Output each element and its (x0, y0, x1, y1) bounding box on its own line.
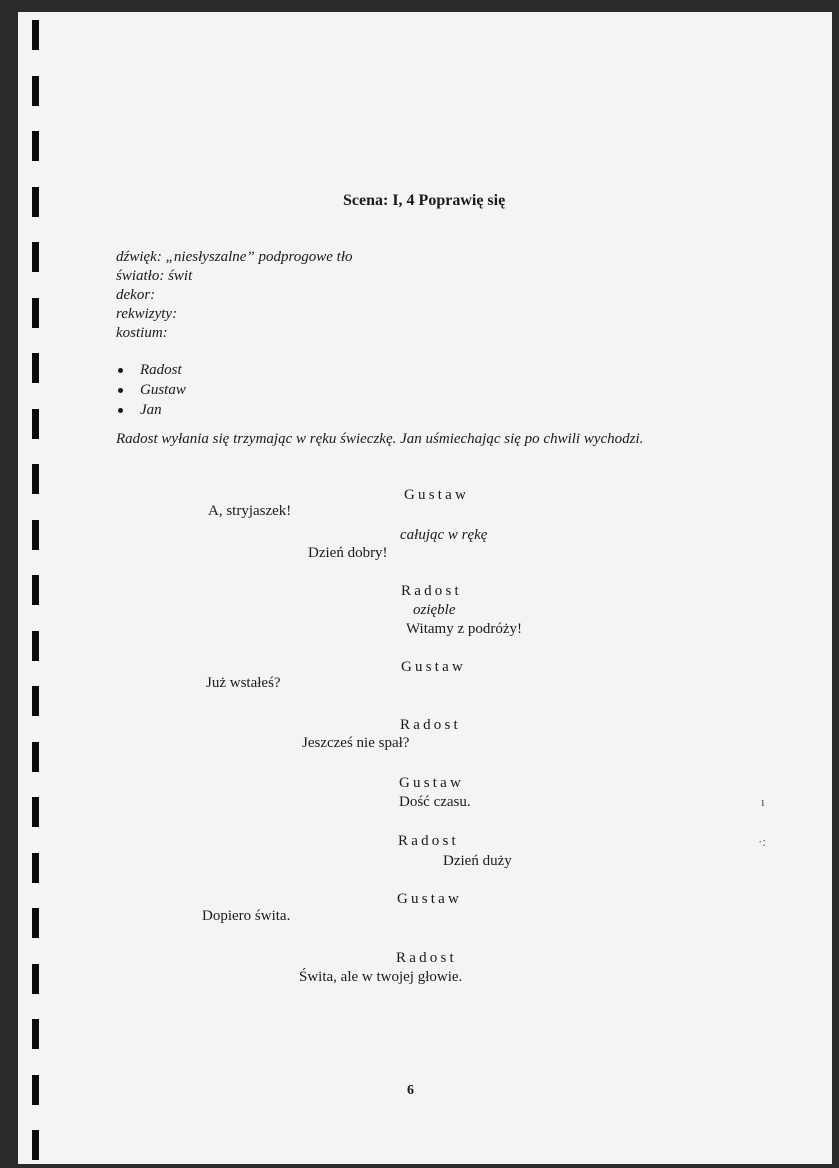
binding-hole (32, 242, 39, 272)
page-number: 6 (407, 1083, 414, 1098)
character-list-item: Jan (140, 402, 162, 418)
meta-decor: dekor: (116, 287, 156, 303)
binding-hole (32, 742, 39, 772)
meta-light: światło: świt (116, 268, 193, 284)
scene-title: Scena: I, 4 Poprawię się (343, 192, 506, 209)
dialogue-line: Dzień duży (443, 853, 512, 869)
binding-holes (18, 12, 78, 1164)
binding-hole (32, 409, 39, 439)
bullet-icon (118, 388, 123, 393)
dialogue-line: Dopiero świta. (202, 908, 291, 924)
stage-direction: Radost wyłania się trzymając w ręku świeczkę. Jan uśmiechając się po chwili wychodzi. (116, 431, 644, 447)
meta-sound: dźwięk: „niesłyszalne” podprogowe tło (116, 249, 353, 265)
smudge-mark: ·: (758, 834, 766, 849)
bullet-icon (118, 368, 123, 373)
meta-props: rekwizyty: (116, 306, 178, 322)
stage-direction-inline: ozięble (413, 602, 456, 618)
binding-hole (32, 575, 39, 605)
binding-hole (32, 1019, 39, 1049)
binding-hole (32, 464, 39, 494)
binding-hole (32, 1130, 39, 1160)
speaker-name: Gustaw (397, 891, 463, 907)
dialogue-line: Świta, ale w twojej głowie. (299, 969, 463, 985)
binding-hole (32, 353, 39, 383)
smudge-mark: ı (761, 794, 765, 809)
binding-hole (32, 520, 39, 550)
character-list-item: Gustaw (140, 382, 186, 398)
binding-hole (32, 908, 39, 938)
binding-hole (32, 1075, 39, 1105)
binding-hole (32, 76, 39, 106)
binding-hole (32, 964, 39, 994)
dialogue-line: Już wstałeś? (206, 675, 281, 691)
character-list-item: Radost (140, 362, 182, 378)
dialogue-line: Dzień dobry! (308, 545, 388, 561)
speaker-name: Radost (396, 950, 457, 966)
binding-hole (32, 20, 39, 50)
binding-hole (32, 631, 39, 661)
binding-hole (32, 853, 39, 883)
binding-hole (32, 298, 39, 328)
binding-hole (32, 797, 39, 827)
speaker-name: Gustaw (401, 659, 467, 675)
binding-hole (32, 187, 39, 217)
meta-costume: kostium: (116, 325, 168, 341)
binding-hole (32, 686, 39, 716)
dialogue-line: A, stryjaszek! (208, 503, 292, 519)
speaker-name: Radost (401, 583, 462, 599)
speaker-name: Radost (398, 833, 459, 849)
dialogue-line: Jeszcześ nie spał? (302, 735, 410, 751)
document-page (18, 12, 832, 1164)
binding-hole (32, 131, 39, 161)
dialogue-line: Witamy z podróży! (406, 621, 523, 637)
bullet-icon (118, 408, 123, 413)
dialogue-line: Dość czasu. (399, 794, 471, 810)
speaker-name: Radost (400, 717, 461, 733)
speaker-name: Gustaw (404, 487, 470, 503)
stage-direction-inline: całując w rękę (400, 527, 488, 543)
speaker-name: Gustaw (399, 775, 465, 791)
